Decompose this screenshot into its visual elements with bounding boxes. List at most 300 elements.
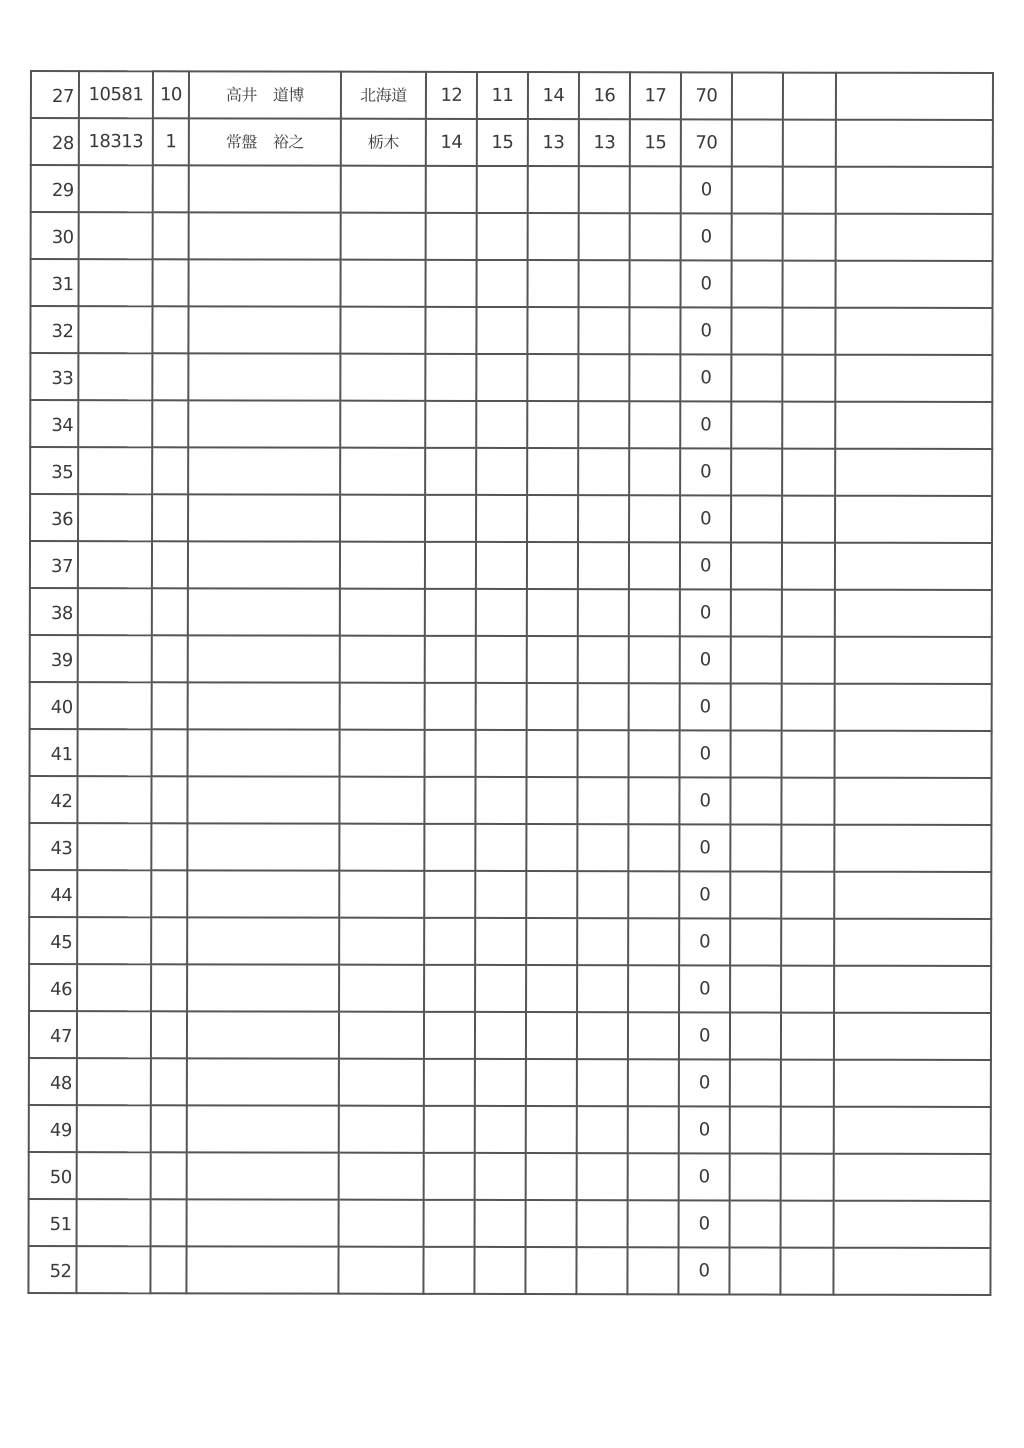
player-name-cell xyxy=(187,964,339,1011)
player-id-cell xyxy=(78,635,152,682)
extra-cell-2 xyxy=(781,919,834,966)
prefecture-cell xyxy=(338,1247,423,1294)
table-row xyxy=(29,1199,991,1248)
score-cell-5 xyxy=(629,448,680,495)
score-cell-4 xyxy=(578,307,629,354)
extra-cell-2 xyxy=(782,308,835,355)
player-id-cell xyxy=(77,1058,151,1105)
row-number-cell: 30 xyxy=(31,212,79,259)
total-cell: 0 xyxy=(681,166,732,213)
score-cell-4 xyxy=(578,542,629,589)
total-cell: 0 xyxy=(679,777,730,824)
score-cell-5 xyxy=(629,542,680,589)
score-cell-4 xyxy=(579,166,630,213)
score-cell-4 xyxy=(577,1106,628,1153)
score-cell-2 xyxy=(474,1247,525,1294)
group-cell xyxy=(152,306,188,353)
player-id-cell xyxy=(77,1199,151,1246)
player-id-cell xyxy=(78,494,152,541)
total-cell: 0 xyxy=(680,683,731,730)
extra-cell-1 xyxy=(730,1153,781,1200)
score-cell-4 xyxy=(578,448,629,495)
extra-cell-1 xyxy=(730,824,781,871)
score-cell-1 xyxy=(425,730,476,777)
row-number-cell: 32 xyxy=(30,306,78,353)
table-row xyxy=(30,400,992,449)
row-number-cell: 34 xyxy=(30,400,78,447)
extra-cell-1 xyxy=(731,354,782,401)
prefecture-cell xyxy=(339,824,424,871)
score-cell-4 xyxy=(577,871,628,918)
player-name-cell xyxy=(187,917,339,964)
remarks-cell xyxy=(834,1107,991,1154)
score-cell-1 xyxy=(423,1247,474,1294)
score-cell-5 xyxy=(627,1247,678,1294)
table-row xyxy=(31,118,993,167)
score-cell-2 xyxy=(475,824,526,871)
remarks-cell xyxy=(834,1060,991,1107)
table-row xyxy=(29,870,991,919)
score-cell-5 xyxy=(628,1153,679,1200)
row-number-cell: 39 xyxy=(30,635,78,682)
score-cell-5 xyxy=(628,824,679,871)
total-cell: 0 xyxy=(679,824,730,871)
group-cell xyxy=(151,1011,187,1058)
group-cell xyxy=(152,400,188,447)
score-cell-3 xyxy=(526,1200,577,1247)
row-number-cell: 27 xyxy=(31,71,79,118)
score-cell-1 xyxy=(424,918,475,965)
extra-cell-2 xyxy=(781,1154,834,1201)
score-cell-3 xyxy=(526,965,577,1012)
extra-cell-2 xyxy=(782,637,835,684)
score-cell-2 xyxy=(477,166,528,213)
row-number-cell: 29 xyxy=(31,165,79,212)
row-number-cell: 44 xyxy=(29,870,77,917)
player-name-cell xyxy=(186,1246,338,1293)
score-cell-1 xyxy=(425,354,476,401)
score-cell-2 xyxy=(476,401,527,448)
player-id-cell xyxy=(77,917,151,964)
score-cell-4 xyxy=(578,354,629,401)
group-cell xyxy=(153,212,189,259)
score-cell-2 xyxy=(475,777,526,824)
score-table xyxy=(27,70,994,1296)
score-cell-5 xyxy=(629,354,680,401)
score-cell-2: 15 xyxy=(477,119,528,166)
prefecture-cell xyxy=(340,448,425,495)
group-cell xyxy=(151,917,187,964)
score-cell-1 xyxy=(426,166,477,213)
table-row xyxy=(29,964,991,1013)
score-cell-2 xyxy=(476,495,527,542)
score-cell-2 xyxy=(476,683,527,730)
extra-cell-2 xyxy=(782,496,835,543)
remarks-cell xyxy=(836,167,993,214)
row-number-cell: 40 xyxy=(30,682,78,729)
score-cell-3 xyxy=(528,213,579,260)
extra-cell-1 xyxy=(732,260,783,307)
prefecture-cell xyxy=(339,1012,424,1059)
remarks-cell xyxy=(834,966,991,1013)
extra-cell-1 xyxy=(731,448,782,495)
extra-cell-1 xyxy=(730,918,781,965)
prefecture-cell xyxy=(341,166,426,213)
score-cell-3 xyxy=(526,1012,577,1059)
group-cell xyxy=(152,353,188,400)
total-cell: 0 xyxy=(680,589,731,636)
group-cell xyxy=(153,259,189,306)
score-cell-1: 12 xyxy=(426,72,477,119)
group-cell xyxy=(151,964,187,1011)
score-cell-2 xyxy=(476,448,527,495)
score-cell-5 xyxy=(628,1200,679,1247)
family-name: 常盤 xyxy=(225,131,257,151)
player-name-cell xyxy=(189,212,341,259)
remarks-cell xyxy=(835,637,992,684)
score-cell-4 xyxy=(576,1247,627,1294)
total-cell: 0 xyxy=(679,1106,730,1153)
prefecture-cell xyxy=(339,965,424,1012)
player-name-cell xyxy=(189,165,341,212)
group-cell: 10 xyxy=(153,71,189,118)
remarks-cell xyxy=(834,919,991,966)
total-cell: 0 xyxy=(679,1153,730,1200)
extra-cell-1 xyxy=(732,213,783,260)
score-cell-5 xyxy=(628,777,679,824)
total-cell: 0 xyxy=(681,213,732,260)
score-cell-2: 11 xyxy=(477,72,528,119)
table-row xyxy=(29,1152,991,1201)
player-name-cell xyxy=(189,259,341,306)
prefecture-cell xyxy=(339,777,424,824)
prefecture-cell xyxy=(341,260,426,307)
score-cell-2 xyxy=(475,871,526,918)
score-cell-2 xyxy=(475,1059,526,1106)
prefecture-cell xyxy=(340,495,425,542)
score-cell-3 xyxy=(527,683,578,730)
group-cell xyxy=(152,588,188,635)
table-row xyxy=(30,635,992,684)
score-cell-1 xyxy=(426,213,477,260)
extra-cell-1 xyxy=(731,589,782,636)
row-number-cell: 31 xyxy=(31,259,79,306)
table-row xyxy=(30,447,992,496)
extra-cell-2 xyxy=(782,543,835,590)
player-id-cell xyxy=(79,212,153,259)
player-id-cell xyxy=(78,353,152,400)
score-cell-2 xyxy=(475,1106,526,1153)
row-number-cell: 50 xyxy=(29,1152,77,1199)
prefecture-cell xyxy=(339,871,424,918)
score-cell-1 xyxy=(424,965,475,1012)
extra-cell-2 xyxy=(782,590,835,637)
row-number-cell: 37 xyxy=(30,541,78,588)
score-cell-4 xyxy=(579,213,630,260)
extra-cell-1 xyxy=(730,965,781,1012)
group-cell xyxy=(150,1246,186,1293)
score-cell-3 xyxy=(526,777,577,824)
table-row xyxy=(29,776,991,825)
table-row xyxy=(30,682,992,731)
extra-cell-2 xyxy=(782,402,835,449)
score-cell-3 xyxy=(526,918,577,965)
score-cell-3 xyxy=(527,307,578,354)
table-row xyxy=(29,1058,991,1107)
score-cell-5 xyxy=(629,683,680,730)
score-cell-4 xyxy=(577,965,628,1012)
score-cell-2 xyxy=(475,965,526,1012)
score-cell-5 xyxy=(628,1012,679,1059)
extra-cell-2 xyxy=(781,872,834,919)
player-name-cell xyxy=(189,71,341,118)
remarks-cell xyxy=(833,1248,990,1295)
group-cell xyxy=(152,635,188,682)
score-cell-4 xyxy=(578,636,629,683)
score-cell-5 xyxy=(629,401,680,448)
total-cell: 0 xyxy=(680,448,731,495)
table-row xyxy=(31,259,993,308)
score-cell-2 xyxy=(476,636,527,683)
score-cell-2 xyxy=(476,589,527,636)
table-row xyxy=(30,353,992,402)
score-cell-5 xyxy=(629,730,680,777)
extra-cell-1 xyxy=(731,730,782,777)
extra-cell-1 xyxy=(731,495,782,542)
total-cell: 0 xyxy=(680,495,731,542)
extra-cell-1 xyxy=(730,1059,781,1106)
player-id-cell xyxy=(77,823,151,870)
score-cell-3 xyxy=(527,636,578,683)
score-sheet xyxy=(28,70,992,1282)
table-row xyxy=(31,165,993,214)
remarks-cell xyxy=(835,543,992,590)
table-row xyxy=(30,588,992,637)
row-number-cell: 42 xyxy=(29,776,77,823)
score-cell-2 xyxy=(475,1012,526,1059)
score-cell-2 xyxy=(477,213,528,260)
remarks-cell xyxy=(835,402,992,449)
row-number-cell: 51 xyxy=(29,1199,77,1246)
remarks-cell xyxy=(835,449,992,496)
total-cell: 0 xyxy=(679,965,730,1012)
score-cell-2 xyxy=(475,1153,526,1200)
score-cell-4 xyxy=(578,401,629,448)
player-id-cell xyxy=(76,1246,150,1293)
player-id-cell xyxy=(79,165,153,212)
group-cell xyxy=(151,1058,187,1105)
given-name: 裕之 xyxy=(272,132,304,152)
player-id-cell xyxy=(78,400,152,447)
score-cell-3: 13 xyxy=(528,119,579,166)
row-number-cell: 43 xyxy=(29,823,77,870)
group-cell xyxy=(151,776,187,823)
group-cell xyxy=(152,494,188,541)
remarks-cell xyxy=(834,1154,991,1201)
score-cell-1: 14 xyxy=(426,119,477,166)
total-cell: 0 xyxy=(679,1059,730,1106)
score-cell-5 xyxy=(630,213,681,260)
table-row xyxy=(28,1246,990,1295)
extra-cell-2 xyxy=(780,1248,833,1295)
extra-cell-1 xyxy=(729,1247,780,1294)
total-cell: 0 xyxy=(678,1247,729,1294)
player-id-cell xyxy=(78,541,152,588)
table-row xyxy=(29,1105,991,1154)
row-number-cell: 48 xyxy=(29,1058,77,1105)
player-id-cell xyxy=(77,870,151,917)
score-cell-4 xyxy=(577,1059,628,1106)
player-id-cell: 10581 xyxy=(79,71,153,118)
remarks-cell xyxy=(835,590,992,637)
player-name-cell xyxy=(189,118,341,165)
row-number-cell: 52 xyxy=(28,1246,76,1293)
total-cell: 70 xyxy=(681,72,732,119)
row-number-cell: 46 xyxy=(29,964,77,1011)
total-cell: 0 xyxy=(680,542,731,589)
score-cell-1 xyxy=(425,589,476,636)
prefecture-cell xyxy=(339,918,424,965)
prefecture-cell xyxy=(340,730,425,777)
group-cell xyxy=(152,447,188,494)
extra-cell-2 xyxy=(783,73,836,120)
remarks-cell xyxy=(836,120,993,167)
row-number-cell: 45 xyxy=(29,917,77,964)
player-name-cell xyxy=(187,776,339,823)
score-cell-1 xyxy=(425,401,476,448)
score-cell-3 xyxy=(526,1153,577,1200)
remarks-cell xyxy=(835,731,992,778)
score-cell-4 xyxy=(578,683,629,730)
score-cell-4 xyxy=(578,495,629,542)
group-cell xyxy=(151,1152,187,1199)
player-name-cell xyxy=(188,682,340,729)
extra-cell-2 xyxy=(781,1060,834,1107)
remarks-cell xyxy=(836,261,993,308)
score-cell-3 xyxy=(527,589,578,636)
row-number-cell: 49 xyxy=(29,1105,77,1152)
player-name-cell xyxy=(188,400,340,447)
score-cell-1 xyxy=(425,448,476,495)
player-name-cell xyxy=(187,870,339,917)
extra-cell-2 xyxy=(782,731,835,778)
score-cell-1 xyxy=(424,1012,475,1059)
score-cell-3 xyxy=(526,1059,577,1106)
score-cell-1 xyxy=(424,1200,475,1247)
remarks-cell xyxy=(835,684,992,731)
total-cell: 0 xyxy=(681,260,732,307)
score-cell-1 xyxy=(425,683,476,730)
score-cell-4 xyxy=(579,260,630,307)
row-number-cell: 36 xyxy=(30,494,78,541)
extra-cell-1 xyxy=(731,401,782,448)
table-row xyxy=(31,212,993,261)
remarks-cell xyxy=(836,73,993,120)
player-name-cell xyxy=(187,1199,339,1246)
extra-cell-2 xyxy=(782,355,835,402)
score-cell-3 xyxy=(526,1106,577,1153)
player-id-cell xyxy=(77,1011,151,1058)
player-name-cell xyxy=(188,353,340,400)
score-cell-1 xyxy=(424,777,475,824)
score-cell-5 xyxy=(629,636,680,683)
table-row xyxy=(29,1011,991,1060)
prefecture-cell xyxy=(339,1153,424,1200)
score-cell-4 xyxy=(577,824,628,871)
group-cell xyxy=(152,729,188,776)
table-body xyxy=(28,71,993,1295)
player-name-cell xyxy=(188,306,340,353)
player-name-cell xyxy=(187,1105,339,1152)
score-cell-1 xyxy=(424,824,475,871)
score-cell-4 xyxy=(577,1012,628,1059)
remarks-cell xyxy=(835,496,992,543)
row-number-cell: 38 xyxy=(30,588,78,635)
score-cell-1 xyxy=(425,307,476,354)
score-cell-4 xyxy=(577,777,628,824)
player-id-cell xyxy=(77,964,151,1011)
prefecture-cell xyxy=(340,401,425,448)
score-cell-1 xyxy=(424,1153,475,1200)
extra-cell-2 xyxy=(781,778,834,825)
total-cell: 0 xyxy=(679,918,730,965)
prefecture-cell xyxy=(340,683,425,730)
row-number-cell: 41 xyxy=(30,729,78,776)
score-cell-2 xyxy=(475,918,526,965)
player-id-cell xyxy=(78,588,152,635)
remarks-cell xyxy=(836,214,993,261)
table-row xyxy=(30,541,992,590)
total-cell: 70 xyxy=(681,119,732,166)
given-name: 道博 xyxy=(272,85,304,105)
player-id-cell xyxy=(78,306,152,353)
player-name-cell xyxy=(187,823,339,870)
table-row xyxy=(30,306,992,355)
score-cell-1 xyxy=(425,495,476,542)
score-cell-1 xyxy=(424,1106,475,1153)
row-number-cell: 35 xyxy=(30,447,78,494)
player-name-cell xyxy=(188,494,340,541)
extra-cell-1 xyxy=(730,1106,781,1153)
score-cell-1 xyxy=(424,1059,475,1106)
score-cell-5 xyxy=(629,307,680,354)
extra-cell-1 xyxy=(732,119,783,166)
score-cell-1 xyxy=(424,871,475,918)
score-cell-4: 13 xyxy=(579,119,630,166)
player-name-cell xyxy=(188,588,340,635)
total-cell: 0 xyxy=(680,307,731,354)
score-cell-5 xyxy=(629,495,680,542)
extra-cell-1 xyxy=(730,871,781,918)
remarks-cell xyxy=(835,308,992,355)
group-cell xyxy=(153,165,189,212)
player-id-cell xyxy=(79,259,153,306)
total-cell: 0 xyxy=(680,636,731,683)
score-cell-3 xyxy=(527,495,578,542)
family-name: 高井 xyxy=(225,84,257,104)
player-name-cell xyxy=(188,635,340,682)
score-cell-3 xyxy=(525,1247,576,1294)
extra-cell-2 xyxy=(782,449,835,496)
row-number-cell: 28 xyxy=(31,118,79,165)
total-cell: 0 xyxy=(679,1012,730,1059)
prefecture-cell xyxy=(340,354,425,401)
prefecture-cell: 栃木 xyxy=(341,119,426,166)
prefecture-cell xyxy=(340,542,425,589)
score-cell-3 xyxy=(526,824,577,871)
player-name-cell xyxy=(187,1011,339,1058)
score-cell-2 xyxy=(475,1200,526,1247)
